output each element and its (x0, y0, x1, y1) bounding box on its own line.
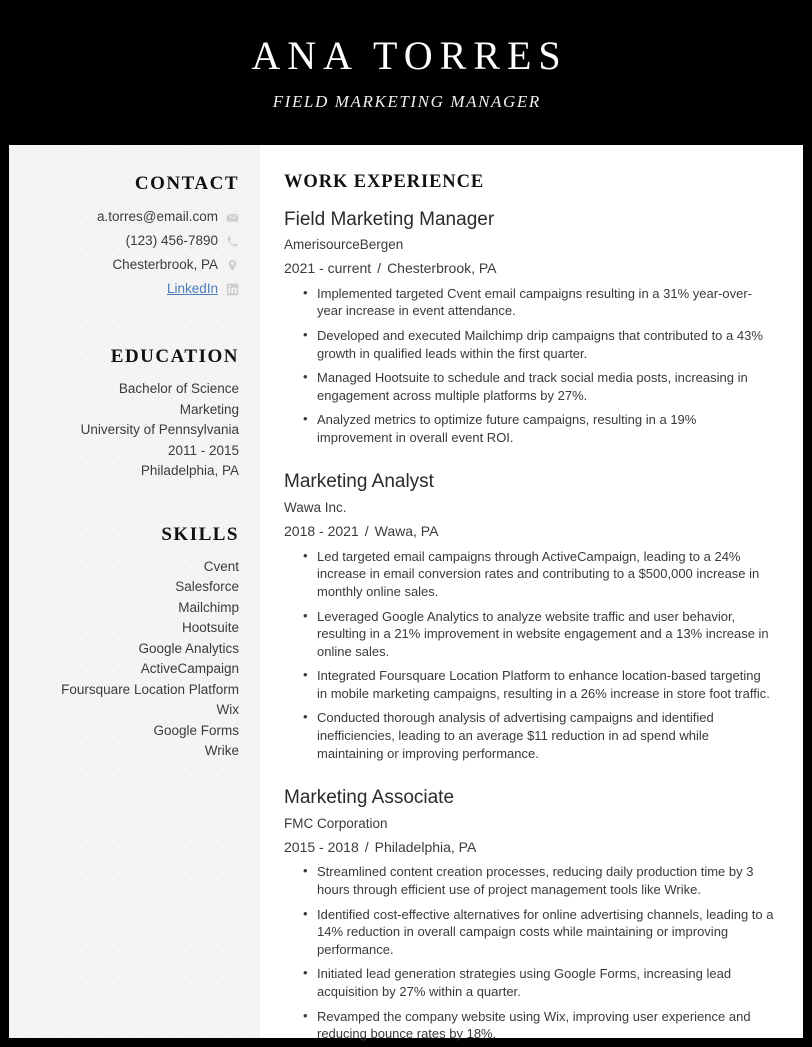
page-title: ANA TORRES (251, 32, 568, 78)
bullet-item: • Managed Hootsuite to schedule and track social media posts, increasing in engagement across multiple platforms by 27%. (317, 369, 774, 404)
resume-body (9, 145, 803, 1042)
bullet-item: • Led targeted email campaigns through ActiveCampaign, leading to a 24% increase in email conversion rates and contributing to a $500,000 increase in monthly online sales. (317, 548, 774, 601)
skill-item: Hootsuite (181, 620, 239, 635)
skills-list (21, 557, 239, 762)
contact-item-linkedin[interactable] (21, 279, 239, 299)
contact-location-text: Chesterbrook, PA (112, 257, 218, 272)
bullet-item: • Initiated lead generation strategies using Google Forms, increasing lead acquisition by 27% within a quarter. (317, 965, 774, 1000)
job-entry (284, 470, 774, 762)
linkedin-link[interactable]: LinkedIn (166, 281, 218, 296)
contact-heading: CONTACT (134, 173, 239, 194)
job-entry (284, 786, 774, 1043)
bullet-item: • Identified cost-effective alternatives for online advertising channels, leading to a 14% reduction in overall campaign costs while maintaining or improving performance. (317, 906, 774, 959)
education-line: Marketing (179, 401, 239, 417)
bullet-item: • Developed and executed Mailchimp drip campaigns that contributed to a 43% growth in qualified leads within the first quarter. (317, 327, 774, 362)
skill-item: Foursquare Location Platform (61, 681, 239, 697)
header-subtitle: FIELD MARKETING MANAGER (272, 91, 541, 111)
job-dates: 2018 - 2021 (284, 523, 359, 540)
job-title: Marketing Analyst (284, 471, 434, 493)
job-dates: 2021 - current (284, 260, 372, 277)
education-line: Philadelphia, PA (140, 463, 239, 478)
bullet-item: • Leveraged Google Analytics to analyze website traffic and user behavior, resulting in a 21% improvement in website engagement and a 13% increase in online sales. (317, 608, 774, 661)
skill-item: Wix (216, 702, 239, 717)
job-company: FMC Corporation (284, 816, 388, 831)
bullet-item: • Streamlined content creation processes, reducing daily production time by 3 hours through efficient use of project management tools like Wrike. (317, 863, 774, 898)
skill-item: Wrike (204, 743, 239, 758)
contact-item-email (21, 207, 239, 227)
contact-phone-text: (123) 456-7890 (125, 233, 218, 248)
job-location: Chesterbrook, PA (387, 260, 497, 277)
skill-item: ActiveCampaign (140, 661, 239, 676)
skill-item: Google Analytics (138, 640, 239, 656)
skill-item: Salesforce (175, 579, 239, 594)
job-company: Wawa Inc. (284, 500, 347, 516)
education-line: University of Pennsylvania (80, 422, 239, 437)
bullet-item: • Revamped the company website using Wix, improving user experience and reducing bounce rates by 18%. (317, 1008, 774, 1043)
bullet-item: • Integrated Foursquare Location Platform to enhance location-based targeting in mobile marketing campaigns, resulting in a 26% increase in store foot traffic. (317, 667, 774, 702)
skill-item: Google Forms (153, 722, 239, 738)
contact-item-location (21, 255, 239, 275)
job-location: Wawa, PA (374, 523, 439, 540)
job-title: Marketing Associate (284, 787, 455, 809)
education-line: 2011 - 2015 (167, 442, 239, 458)
job-title: Field Marketing Manager (284, 208, 495, 230)
job-meta (284, 838, 774, 858)
envelope-icon (226, 211, 239, 224)
meta-separator: / (364, 838, 369, 855)
skills-heading: SKILLS (161, 523, 239, 545)
job-company: AmerisourceBergen (284, 237, 404, 253)
contact-item-phone (21, 231, 239, 251)
work-experience-heading: WORK EXPERIENCE (284, 172, 485, 192)
skill-item: Mailchimp (178, 599, 239, 615)
education-list (21, 379, 239, 482)
main-content (260, 145, 803, 1042)
contact-email-text: a.torres@email.com (97, 209, 218, 224)
bullet-item: • Implemented targeted Cvent email campaigns resulting in a 31% year-over-year increase in event attendance. (317, 285, 774, 320)
job-bullets (284, 548, 774, 763)
job-meta (284, 259, 774, 279)
location-pin-icon (226, 259, 239, 272)
phone-icon (226, 235, 239, 248)
job-entry (284, 208, 774, 447)
sidebar (9, 145, 260, 1038)
meta-separator: / (364, 523, 369, 540)
job-location: Philadelphia, PA (374, 838, 477, 855)
education-heading: EDUCATION (110, 346, 239, 367)
job-bullets (284, 863, 774, 1042)
job-dates: 2015 - 2018 (284, 838, 359, 855)
skill-item: Cvent (203, 558, 239, 574)
job-meta (284, 522, 774, 542)
resume-header (0, 0, 812, 145)
education-line: Bachelor of Science (118, 381, 239, 396)
bullet-item: • Conducted thorough analysis of advertising campaigns and identified inefficiencies, leading to an average $11 reduction in ad spend while maintaining or improving performance. (317, 709, 774, 762)
meta-separator: / (377, 260, 382, 277)
bullet-item: • Analyzed metrics to optimize future campaigns, resulting in a 19% improvement in overall event ROI. (317, 411, 774, 446)
job-bullets (284, 285, 774, 447)
linkedin-icon[interactable] (226, 283, 239, 296)
contact-list (21, 207, 239, 299)
